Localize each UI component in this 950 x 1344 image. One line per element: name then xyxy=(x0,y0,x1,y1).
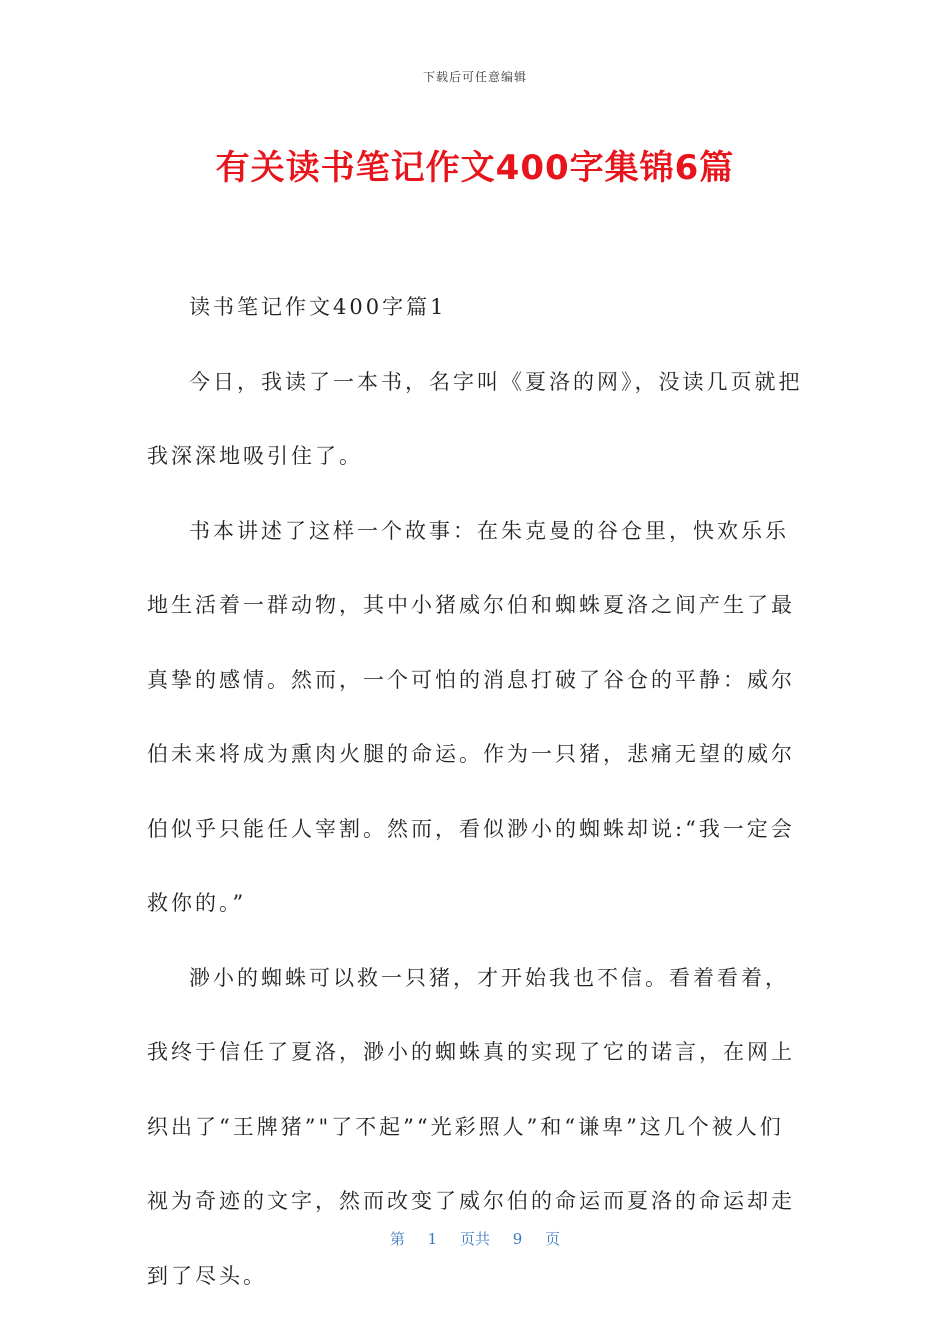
document-title: 有关读书笔记作文400字集锦6篇 xyxy=(215,148,735,188)
header-note: 下载后可任意编辑 xyxy=(422,70,527,84)
page-current: 1 xyxy=(427,1230,438,1248)
paragraph-2: 书本讲述了这样一个故事：在朱克曼的谷仓里，快欢乐乐地生活着一群动物，其中小猪威尔伯和蜘蛛夏洛之间产生了最真挚的感情。然而，一个可怕的消息打破了谷仓的平静：威尔伯未来将成为熏肉火腿的命运。作为一只猪，悲痛无望的威尔伯似乎只能任人宰割。然而，看似渺小的蜘蛛却说:“我一定会救你的。” xyxy=(147,518,795,915)
page-suffix: 页 xyxy=(545,1230,561,1248)
page-footer xyxy=(0,1228,950,1249)
page-middle: 页共 xyxy=(459,1230,490,1248)
document-body xyxy=(147,270,807,1313)
page-prefix: 第 xyxy=(389,1230,405,1248)
section-heading: 读书笔记作文400字篇1 xyxy=(189,295,447,319)
page-total: 9 xyxy=(512,1230,523,1248)
paragraph-1: 今日，我读了一本书，名字叫《夏洛的网》，没读几页就把我深深地吸引住了。 xyxy=(147,369,803,468)
paragraph-3: 渺小的蜘蛛可以救一只猪，才开始我也不信。看着看着，我终于信任了夏洛，渺小的蜘蛛真的实现了它的诺言，在网上织出了“王牌猪”"了不起”“光彩照人”和“谦卑”这几个被人们视为奇迹的文字，然而改变了威尔伯的命运而夏洛的命运却走到了尽头。 xyxy=(147,965,795,1288)
